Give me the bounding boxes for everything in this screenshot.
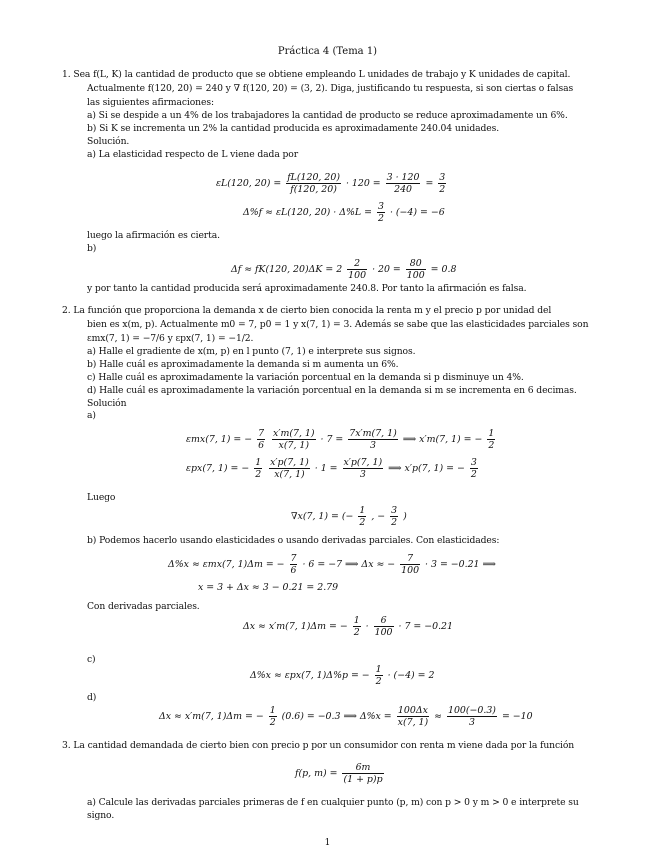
p3-f-eq bbox=[295, 762, 386, 785]
p1-line-4: a) Si se despide a un 4% de los trabajadores la cantidad de producto se reduce aproximadamente un 6%. bbox=[87, 110, 568, 121]
eq1-frac3: $\frac{3}{2}$ bbox=[439, 172, 446, 195]
eq3-lhs: Δf ≈ fK(120, 20)ΔK = 2 bbox=[231, 264, 343, 275]
b1-mid: · 6 = −7 ⟹ Δx ≈ − bbox=[302, 559, 396, 570]
b3-lhs: Δx ≈ x′m(7, 1)Δm = − bbox=[243, 621, 348, 632]
eq1-lhs: εL(120, 20) = bbox=[216, 178, 282, 189]
p2-line-3: εmx(7, 1) = −7/6 y εpx(7, 1) = −1/2. bbox=[87, 333, 254, 344]
p2-line-6: c) Halle cuál es aproximadamente la variación porcentual en la demanda si p disminuye un 4%. bbox=[87, 372, 524, 383]
p1-line-1: 1. Sea f(L, K) la cantidad de producto que se obtiene empleando L unidades de trabajo y K unidades de capital. bbox=[62, 69, 571, 80]
e1-rhs: ⟹ x′m(7, 1) = − bbox=[402, 434, 483, 445]
p2-c-label: c) bbox=[87, 654, 96, 665]
e1-mid: · 7 = bbox=[320, 434, 344, 445]
p1-b-label: b) bbox=[87, 243, 97, 254]
eq2-frac: $\frac{3}{2}$ bbox=[377, 201, 384, 224]
p2-line-1: 2. La función que proporciona la demanda x de cierto bien conocida la renta m y el precio p por unidad del bbox=[62, 305, 552, 316]
p1-line-3: las siguientes afirmaciones: bbox=[87, 97, 214, 108]
e2-frac4: $\frac{3}{2}$ bbox=[470, 457, 477, 480]
b1-lhs: Δ%x ≈ εmx(7, 1)Δm = − bbox=[168, 559, 285, 570]
eq3-frac1: $\frac{2}{100}$ bbox=[348, 258, 367, 281]
e1-frac3: $\frac{7x'm(7, 1)}{3}$ bbox=[349, 428, 397, 451]
p1-eq3 bbox=[231, 258, 456, 281]
p2-line-4: a) Halle el gradiente de x(m, p) en l punto (7, 1) e interprete sus signos. bbox=[87, 346, 416, 357]
e1-frac4: $\frac{1}{2}$ bbox=[488, 428, 495, 451]
e2-frac2: $\frac{x'p(7, 1)}{x(7, 1)}$ bbox=[270, 457, 309, 480]
p1-line-5: b) Si K se incrementa un 2% la cantidad producida es aproximadamente 240.04 unidades. bbox=[87, 123, 500, 134]
f-frac: $\frac{6m}{(1 + p)p}$ bbox=[343, 762, 383, 785]
p2-c-eq bbox=[250, 664, 434, 687]
p3-a-line-1: a) Calcule las derivadas parciales primeras de f en cualquier punto (p, m) con p > 0 y m > 0 e interprete su bbox=[87, 797, 579, 808]
b1-rhs: · 3 = −0.21 ⟹ bbox=[425, 559, 496, 570]
d-mid2: ≈ bbox=[434, 711, 442, 722]
eq2-lhs: Δ%f ≈ εL(120, 20) · Δ%L = bbox=[243, 207, 372, 218]
c-frac: $\frac{1}{2}$ bbox=[375, 664, 382, 687]
d-lhs: Δx ≈ x′m(7, 1)Δm = − bbox=[159, 711, 264, 722]
grad-lhs: ∇x(7, 1) = (− bbox=[291, 511, 354, 522]
eq1-eq: = bbox=[425, 178, 434, 189]
p2-luego: Luego bbox=[87, 492, 116, 503]
p2-con-der: Con derivadas parciales. bbox=[87, 601, 200, 612]
d-frac3: $\frac{100(-0.3)}{3}$ bbox=[447, 705, 496, 728]
p2-e2 bbox=[186, 457, 480, 480]
grad-rhs: ) bbox=[403, 511, 407, 522]
b3-rhs: · 7 = −0.21 bbox=[398, 621, 453, 632]
e2-frac1: $\frac{1}{2}$ bbox=[255, 457, 262, 480]
p2-grad bbox=[291, 505, 407, 528]
e1-lhs: εmx(7, 1) = − bbox=[186, 434, 253, 445]
b1-frac2: $\frac{7}{100}$ bbox=[401, 553, 420, 576]
page-title: Práctica 4 (Tema 1) bbox=[277, 46, 378, 57]
grad-frac2: $\frac{3}{2}$ bbox=[391, 505, 398, 528]
d-rhs: = −10 bbox=[501, 711, 533, 722]
grad-mid: , − bbox=[371, 511, 386, 522]
e1-frac1: $\frac{7}{6}$ bbox=[258, 428, 265, 451]
p2-d-eq bbox=[159, 705, 533, 728]
p1-after: luego la afirmación es cierta. bbox=[87, 230, 220, 241]
p2-line-9: a) bbox=[87, 410, 96, 421]
e2-rhs: ⟹ x′p(7, 1) = − bbox=[388, 463, 465, 474]
p1-line-2: Actualmente f(120, 20) = 240 y ∇ f(120, 20) = (3, 2). Diga, justificando tu respuesta, si son ciertas o falsas bbox=[87, 83, 574, 94]
e2-frac3: $\frac{x'p(7, 1)}{3}$ bbox=[343, 457, 383, 480]
d-frac2: $\frac{100\Delta x}{x(7, 1)}$ bbox=[397, 705, 429, 728]
eq1-frac2: $\frac{3 \cdot 120}{240}$ bbox=[386, 172, 420, 195]
p1-conclusion: y por tanto la cantidad producida será aproximadamente 240.8. Por tanto la afirmación es falsa. bbox=[87, 283, 527, 294]
p2-line-2: bien es x(m, p). Actualmente m0 = 7, p0 = 1 y x(7, 1) = 3. Además se sabe que las elasticidades parciales son bbox=[87, 319, 589, 330]
p3-line-1: 3. La cantidad demandada de cierto bien con precio p por un consumidor con renta m viene dada por la función bbox=[62, 740, 575, 751]
p1-eq1 bbox=[216, 172, 448, 195]
p1-line-7: a) La elasticidad respecto de L viene dada por bbox=[87, 149, 299, 160]
p2-b-text: b) Podemos hacerlo usando elasticidades o usando derivadas parciales. Con elasticidades: bbox=[87, 535, 500, 546]
eq3-mid: · 20 = bbox=[372, 264, 401, 275]
page-number: 1 bbox=[324, 838, 331, 848]
e1-frac2: $\frac{x'm(7, 1)}{x(7, 1)}$ bbox=[273, 428, 315, 451]
p1-line-6: Solución. bbox=[87, 136, 130, 147]
p2-d-label: d) bbox=[87, 692, 97, 703]
e2-lhs: εpx(7, 1) = − bbox=[186, 463, 250, 474]
grad-frac1: $\frac{1}{2}$ bbox=[359, 505, 366, 528]
eq3-rhs: = 0.8 bbox=[430, 264, 457, 275]
p2-b1 bbox=[168, 553, 496, 576]
p2-line-8: Solución bbox=[87, 398, 127, 409]
c-lhs: Δ%x ≈ εpx(7, 1)Δ%p = − bbox=[250, 670, 370, 681]
eq1-frac1: $\frac{fL(120, 20)}{f(120, 20)}$ bbox=[287, 172, 340, 195]
c-rhs: · (−4) = 2 bbox=[387, 670, 435, 681]
p2-b3: Δx ≈ x′m(7, 1)Δm = − $\frac{1}{2}$ · $\frac{6}{100}$ · 7 = −0.21 bbox=[243, 615, 453, 638]
eq3-frac2: $\frac{80}{100}$ bbox=[406, 258, 425, 281]
p1-eq2 bbox=[243, 201, 445, 224]
d-frac1: $\frac{1}{2}$ bbox=[269, 705, 276, 728]
b3-frac2: $\frac{6}{100}$ bbox=[374, 615, 393, 638]
p2-b2: x = 3 + Δx ≈ 3 − 0.21 = 2.79 bbox=[198, 582, 339, 593]
p2-e1 bbox=[186, 428, 497, 451]
eq2-rhs: · (−4) = −6 bbox=[389, 207, 445, 218]
b1-frac1: $\frac{7}{6}$ bbox=[290, 553, 297, 576]
d-mid: (0.6) = −0.3 ⟹ Δ%x = bbox=[281, 711, 392, 722]
f-lhs: f(p, m) = bbox=[295, 768, 338, 779]
b3-frac1: $\frac{1}{2}$ bbox=[353, 615, 360, 638]
eq1-mid: · 120 = bbox=[345, 178, 381, 189]
p3-a-line-2: signo. bbox=[87, 810, 115, 821]
e2-mid: · 1 = bbox=[314, 463, 338, 474]
p2-line-5: b) Halle cuál es aproximadamente la demanda si m aumenta un 6%. bbox=[87, 359, 399, 370]
p2-line-7: d) Halle cuál es aproximadamente la variación porcentual en la demanda si m se incrementa en 6 decimas. bbox=[87, 385, 577, 396]
